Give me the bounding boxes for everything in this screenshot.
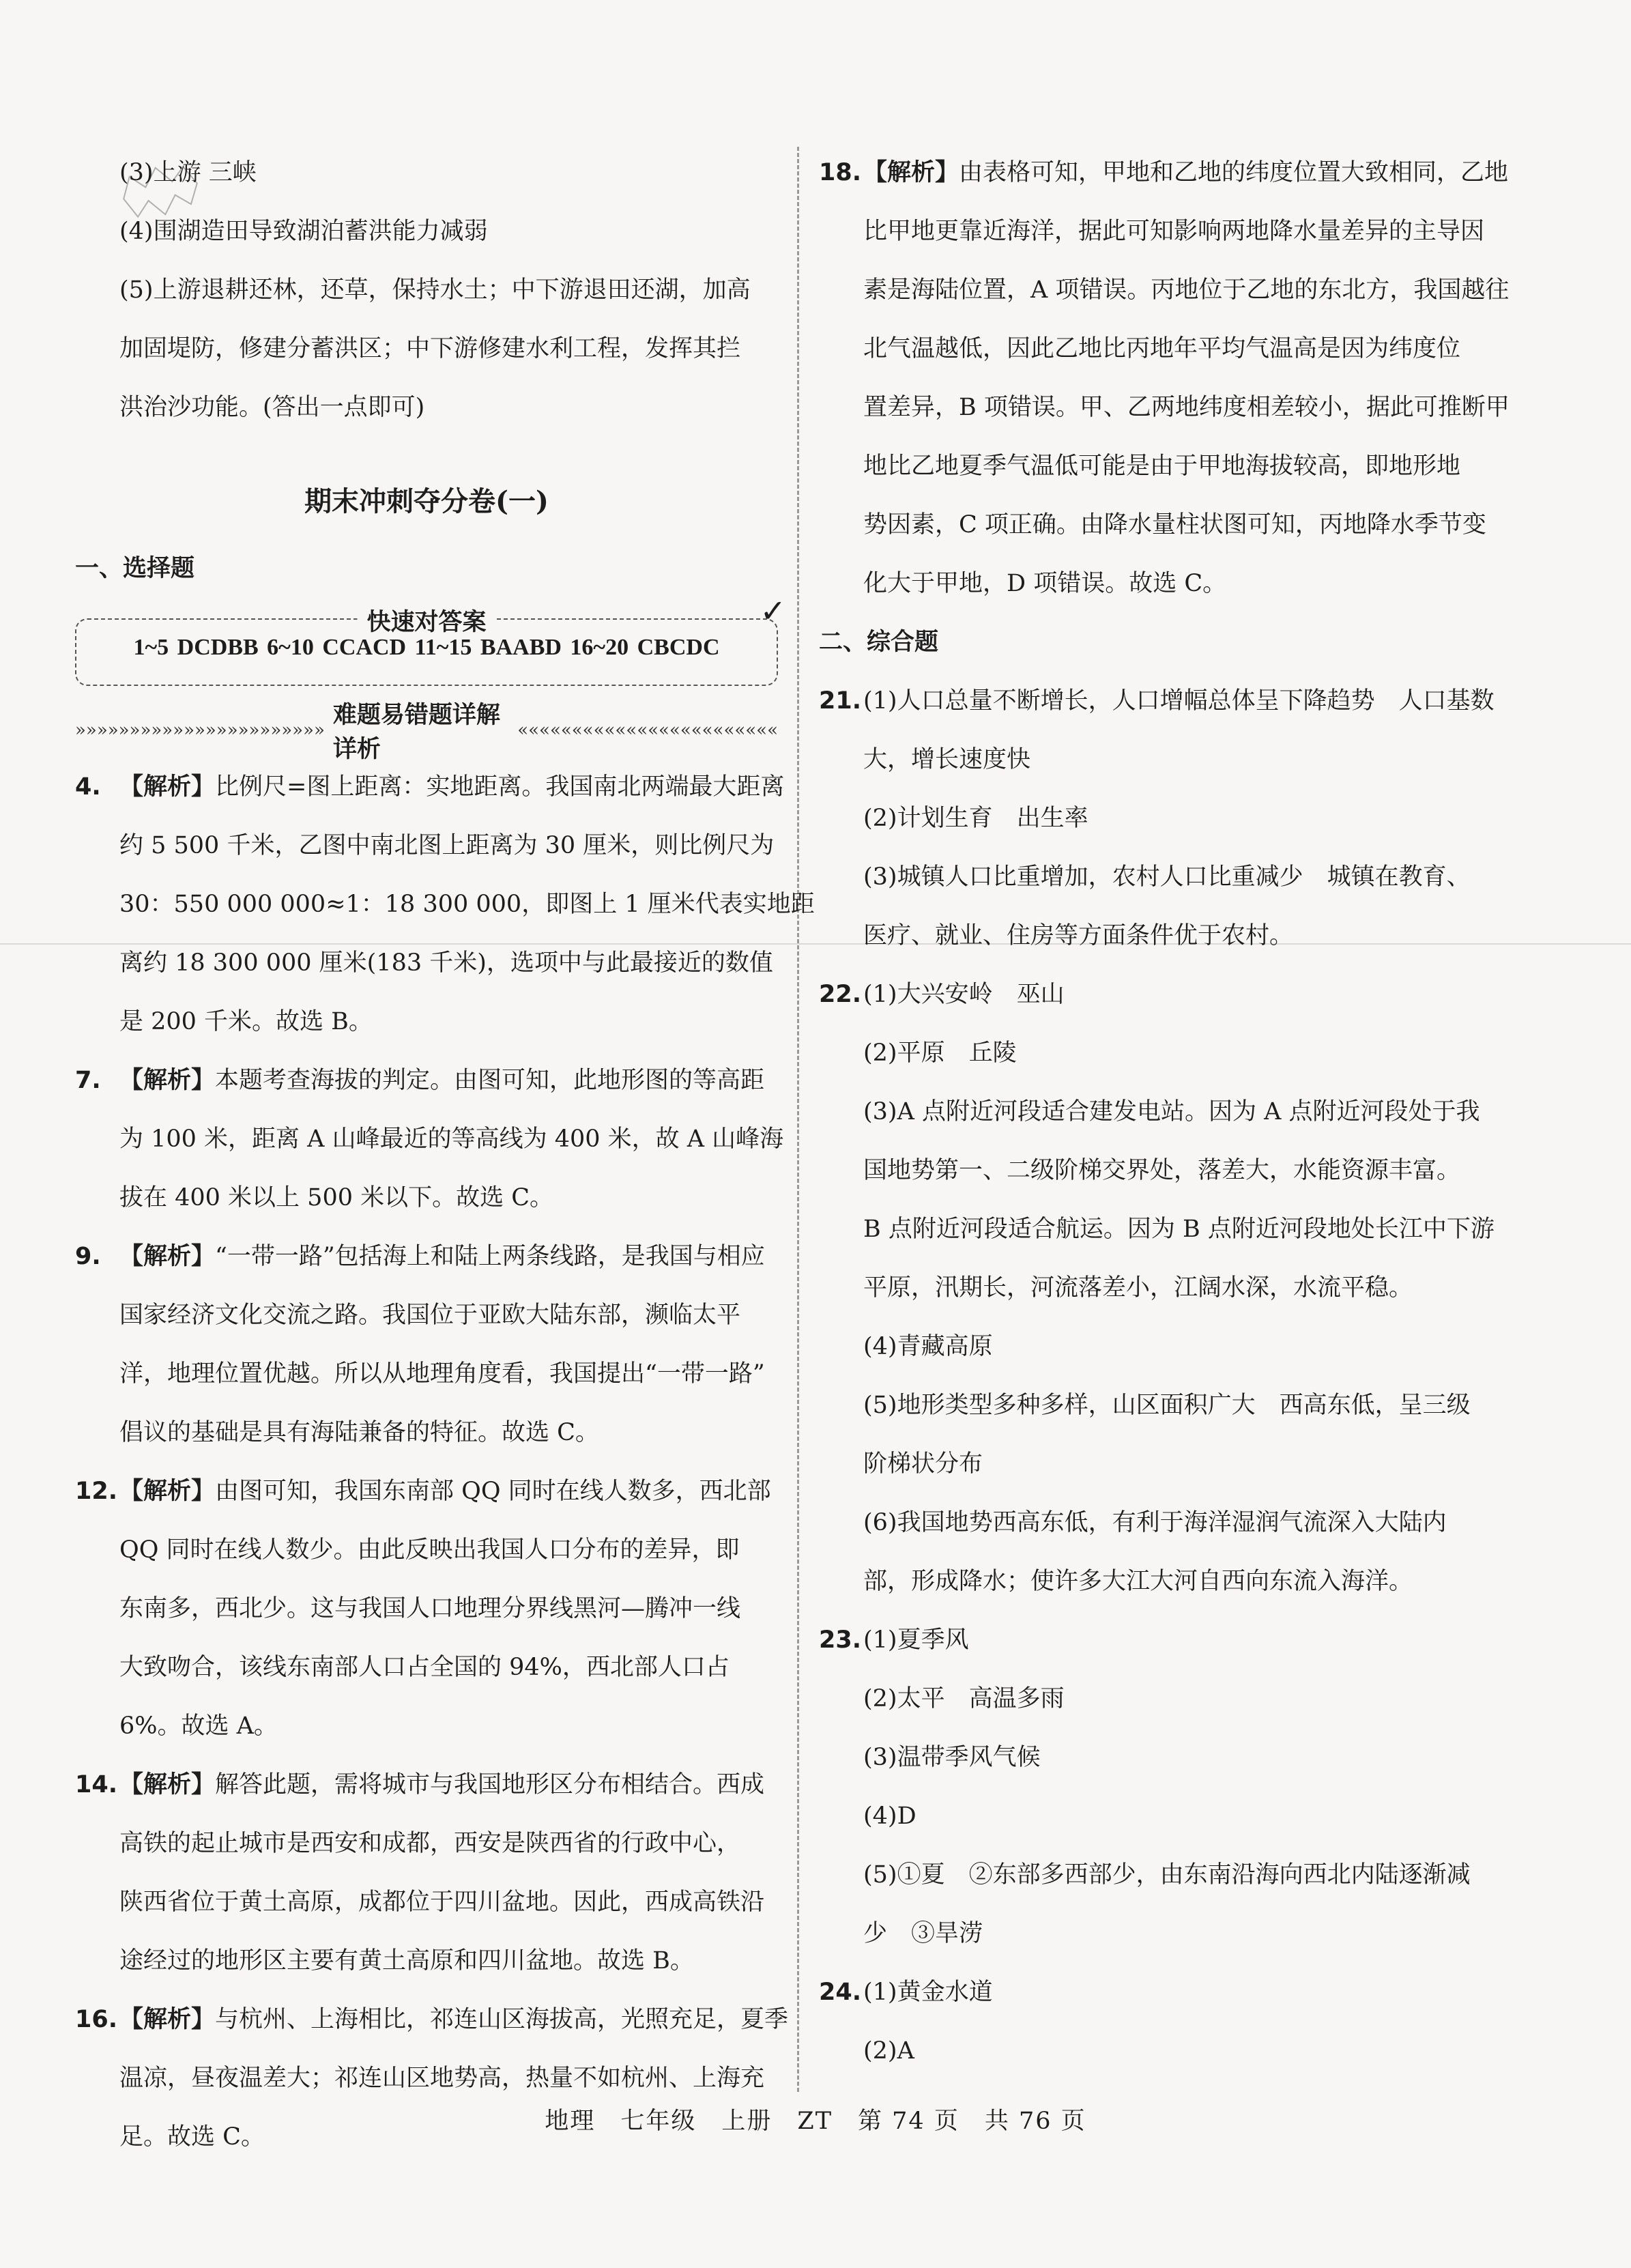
item-text: 部，形成降水；使许多大江大河自西向东流入海洋。	[863, 1568, 1413, 1595]
quick-answer-box	[75, 592, 786, 686]
item-number: 18.	[819, 159, 862, 186]
item-text: (1)夏季风	[863, 1626, 969, 1654]
analysis-tag: 【解析】	[119, 1477, 216, 1505]
item-text: 少 ③旱涝	[863, 1920, 983, 1947]
item-text: 由表格可知，甲地和乙地的纬度位置大致相同，乙地	[959, 159, 1509, 186]
item-number: 9.	[75, 1243, 101, 1270]
item-text: 洋，地理位置优越。所以从地理角度看，我国提出“一带一路”	[119, 1360, 765, 1388]
item-text: 东南多，西北少。这与我国人口地理分界线黑河—腾冲一线	[119, 1595, 741, 1622]
item-text: 拔在 400 米以上 500 米以下。故选 C。	[119, 1184, 554, 1211]
item-text: (3)城镇人口比重增加，农村人口比重减少 城镇在教育、	[863, 863, 1471, 891]
item-text: (2)A	[863, 2037, 914, 2065]
item-text: 足。故选 C。	[119, 2123, 265, 2151]
analysis-tag: 【解析】	[119, 1242, 216, 1270]
item-text: 为 100 米，距离 A 山峰最近的等高线为 400 米，故 A 山峰海	[119, 1125, 784, 1153]
item-text: 医疗、就业、住房等方面条件优于农村。	[863, 922, 1294, 949]
answer-item-21	[819, 672, 1522, 965]
item-text: 素是海陆位置，A 项错误。丙地位于乙地的东北方，我国越往	[863, 276, 1510, 304]
item-text: “一带一路”包括海上和陆上两条线路，是我国与相应	[215, 1243, 765, 1270]
arrow-left-icon: »»»»»»»»»»»»»»»»»»»»»»»	[75, 720, 325, 741]
item-text: 由图可知，我国东南部 QQ 同时在线人数多，西北部	[215, 1478, 771, 1505]
item-text: 途经过的地形区主要有黄土高原和四川盆地。故选 B。	[119, 1947, 694, 1975]
item-text: 解答此题，需将城市与我国地形区分布相结合。西成	[215, 1771, 765, 1798]
item-number: 12.	[75, 1478, 118, 1505]
answer-line: (5)上游退耕还林，还草，保持水土；中下游退田还湖，加高	[119, 276, 751, 304]
item-text: B 点附近河段适合航运。因为 B 点附近河段地处长江中下游	[863, 1216, 1495, 1243]
answer-item-22	[819, 965, 1522, 1611]
item-number: 7.	[75, 1067, 101, 1094]
item-text: 高铁的起止城市是西安和成都，西安是陕西省的行政中心，	[119, 1830, 741, 1857]
item-text: 30：550 000 000≈1：18 300 000，即图上 1 厘米代表实地距	[119, 891, 815, 918]
item-text: 国家经济文化交流之路。我国位于亚欧大陆东部，濒临太平	[119, 1302, 741, 1329]
explanation-item-16	[75, 1990, 789, 2166]
analysis-tag: 【解析】	[119, 1770, 216, 1798]
item-text: (6)我国地势西高东低，有利于海洋湿润气流深入大陆内	[863, 1509, 1447, 1536]
item-text: 北气温越低，因此乙地比丙地年平均气温高是因为纬度位	[863, 335, 1461, 362]
item-number: 14.	[75, 1771, 118, 1798]
item-text: 约 5 500 千米，乙图中南北图上距离为 30 厘米，则比例尺为	[119, 832, 775, 859]
analysis-tag: 【解析】	[863, 158, 959, 186]
quick-answer-label: 快速对答案	[357, 603, 495, 637]
item-text: 比甲地更靠近海洋，据此可知影响两地降水量差异的主导因	[863, 218, 1485, 245]
page-footer: 地理 七年级 上册 ZT 第 74 页 共 76 页	[545, 2108, 1086, 2135]
item-text: 国地势第一、二级阶梯交界处，落差大，水能资源丰富。	[863, 1157, 1461, 1184]
item-text: (5)①夏 ②东部多西部少，由东南沿海向西北内陆逐渐减	[863, 1861, 1471, 1889]
answer-line: (4)围湖造田导致湖泊蓄洪能力减弱	[119, 218, 488, 245]
item-text: 比例尺=图上距离：实地距离。我国南北两端最大距离	[215, 773, 785, 801]
item-text: (1)大兴安岭 巫山	[863, 981, 1065, 1008]
item-text: (2)太平 高温多雨	[863, 1685, 1065, 1712]
answer-line: 加固堤防，修建分蓄洪区；中下游修建水利工程，发挥其拦	[119, 335, 741, 362]
item-text: 势因素，C 项正确。由降水量柱状图可知，丙地降水季节变	[863, 511, 1486, 539]
explanation-heading: 难题易错题详解详析	[332, 702, 500, 763]
item-number: 16.	[75, 2006, 118, 2033]
item-number: 4.	[75, 773, 101, 801]
explanation-item-12	[75, 1462, 778, 1755]
analysis-tag: 【解析】	[119, 1066, 216, 1094]
item-text: 离约 18 300 000 厘米(183 千米)，选项中与此最接近的数值	[119, 949, 773, 977]
column-divider	[797, 147, 799, 2092]
arrow-right-icon: ««««««««««««««««««««««««	[517, 720, 778, 741]
answer-line: (3)上游 三峡	[119, 159, 257, 186]
item-number: 22.	[819, 981, 862, 1008]
item-text: 6%。故选 A。	[119, 1712, 278, 1740]
item-text: 平原，汛期长，河流落差小，江阔水深，水流平稳。	[863, 1274, 1413, 1302]
explanation-item-9	[75, 1227, 778, 1462]
left-column	[75, 143, 815, 2166]
item-text: (1)黄金水道	[863, 1979, 993, 2006]
item-text: (2)平原 丘陵	[863, 1039, 1017, 1067]
item-text: 本题考查海拔的判定。由图可知，此地形图的等高距	[215, 1067, 765, 1094]
section-heading: 一、选择题	[75, 554, 195, 582]
item-text: (4)D	[863, 1803, 916, 1830]
item-text: 大致吻合，该线东南部人口占全国的 94%，西北部人口占	[119, 1654, 730, 1681]
answer-keys: 1~5 DCDBB 6~10 CCACD 11~15 BAABD 16~20 CBCDC	[133, 635, 720, 660]
item-text: 与杭州、上海相比，祁连山区海拔高，光照充足，夏季	[215, 2006, 789, 2033]
item-text: 大，增长速度快	[863, 746, 1031, 773]
item-text: 是 200 千米。故选 B。	[119, 1008, 373, 1035]
item-text: 地比乙地夏季气温低可能是由于甲地海拔较高，即地形地	[863, 453, 1461, 480]
explanation-divider	[75, 702, 778, 763]
exam-title: 期末冲刺夺分卷(一)	[304, 485, 549, 517]
explanation-item-18	[819, 143, 1522, 613]
analysis-tag: 【解析】	[119, 773, 216, 801]
item-number: 24.	[819, 1979, 862, 2006]
item-text: (1)人口总量不断增长，人口增幅总体呈下降趋势 人口基数	[863, 687, 1495, 715]
explanation-item-14	[75, 1755, 778, 1990]
item-text: 陕西省位于黄土高原，成都位于四川盆地。因此，西成高铁沿	[119, 1889, 765, 1916]
item-text: 置差异，B 项错误。甲、乙两地纬度相差较小，据此可推断甲	[863, 394, 1510, 421]
item-text: (5)地形类型多种多样，山区面积广大 西高东低，呈三级	[863, 1392, 1471, 1419]
item-text: (4)青藏高原	[863, 1333, 993, 1360]
answer-line: 洪治沙功能。(答出一点即可)	[119, 394, 425, 421]
answer-item-23	[819, 1611, 1522, 1963]
item-text: 温凉，昼夜温差大；祁连山区地势高，热量不如杭州、上海充	[119, 2065, 765, 2092]
item-text: QQ 同时在线人数少。由此反映出我国人口分布的差异，即	[119, 1536, 740, 1564]
item-number: 21.	[819, 687, 862, 715]
item-text: (3)A 点附近河段适合建发电站。因为 A 点附近河段处于我	[863, 1098, 1480, 1125]
section-heading: 二、综合题	[819, 628, 939, 656]
item-text: (2)计划生育 出生率	[863, 805, 1088, 832]
item-text: 倡议的基础是具有海陆兼备的特征。故选 C。	[119, 1419, 599, 1446]
answer-item-24	[819, 1963, 1522, 2080]
item-number: 23.	[819, 1626, 862, 1654]
explanation-item-4	[75, 758, 815, 1051]
item-text: 化大于甲地，D 项错误。故选 C。	[863, 570, 1227, 597]
item-text: 阶梯状分布	[863, 1450, 983, 1478]
analysis-tag: 【解析】	[119, 2005, 216, 2033]
right-column	[819, 143, 1522, 2080]
check-icon: ✓	[760, 592, 786, 629]
item-text: (3)温带季风气候	[863, 1744, 1041, 1771]
explanation-item-7	[75, 1051, 784, 1227]
